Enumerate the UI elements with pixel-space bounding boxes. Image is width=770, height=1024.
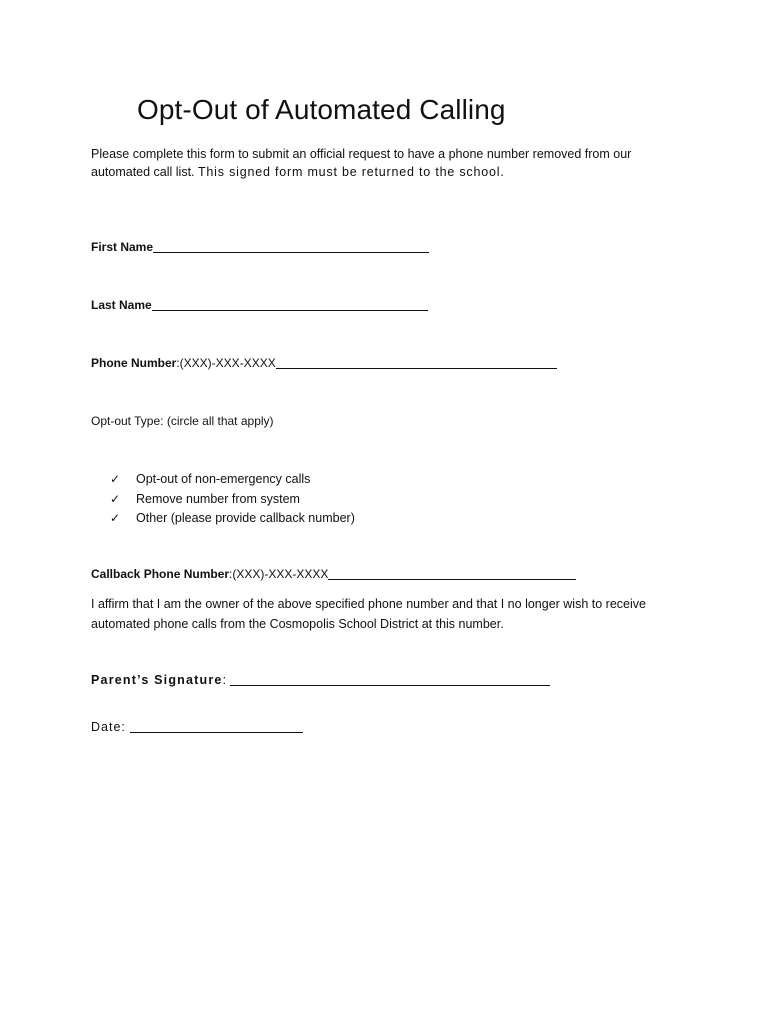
first-name-blank-line[interactable] xyxy=(153,240,429,253)
signature-colon: : xyxy=(222,673,230,687)
checkmark-icon: ✓ xyxy=(110,472,121,486)
affirmation-text: I affirm that I am the owner of the above specified phone number and that I no longer wish to receive automated phone calls from the Cosmopolis School District at this number. xyxy=(91,597,646,631)
option-label: Remove number from system xyxy=(136,491,300,506)
checkmark-icon: ✓ xyxy=(110,491,121,506)
phone-number-label: Phone Number xyxy=(91,356,177,370)
signature-blank-line[interactable] xyxy=(230,673,550,686)
phone-number-blank-line[interactable] xyxy=(276,356,557,369)
date-label: Date: xyxy=(91,720,131,734)
first-name-label: First Name xyxy=(91,240,154,254)
opt-out-options-list xyxy=(110,470,355,529)
date-field[interactable] xyxy=(91,720,303,734)
opt-out-type-label: Opt-out Type: (circle all that apply) xyxy=(91,414,274,428)
list-item[interactable] xyxy=(110,470,355,490)
callback-phone-label: Callback Phone Number xyxy=(91,567,230,581)
list-item[interactable] xyxy=(110,509,355,529)
phone-number-field[interactable] xyxy=(91,356,557,370)
option-label: Opt-out of non-emergency calls xyxy=(136,472,311,486)
callback-phone-blank-line[interactable] xyxy=(328,567,576,580)
last-name-label: Last Name xyxy=(91,298,152,312)
intro-text-part1: Please complete this form to submit an official request to have a phone number removed from our automated call list. xyxy=(91,147,632,179)
option-label: Other (please provide callback number) xyxy=(136,511,355,525)
checkmark-icon: ✓ xyxy=(110,511,121,525)
signature-field[interactable] xyxy=(91,673,550,687)
phone-number-format: :(XXX)-XXX-XXXX xyxy=(176,356,276,370)
date-blank-line[interactable] xyxy=(130,720,303,733)
signature-label: Parent’s Signature xyxy=(91,673,223,687)
first-name-field[interactable] xyxy=(91,240,429,254)
intro-text xyxy=(91,145,691,181)
last-name-blank-line[interactable] xyxy=(152,298,428,311)
intro-text-part2: This signed form must be returned to the school. xyxy=(198,165,505,179)
callback-phone-format: :(XXX)-XXX-XXXX xyxy=(229,567,329,581)
last-name-field[interactable] xyxy=(91,298,428,312)
page-title: Opt-Out of Automated Calling xyxy=(137,94,506,125)
list-item[interactable] xyxy=(110,490,355,510)
callback-phone-field[interactable] xyxy=(91,567,576,581)
